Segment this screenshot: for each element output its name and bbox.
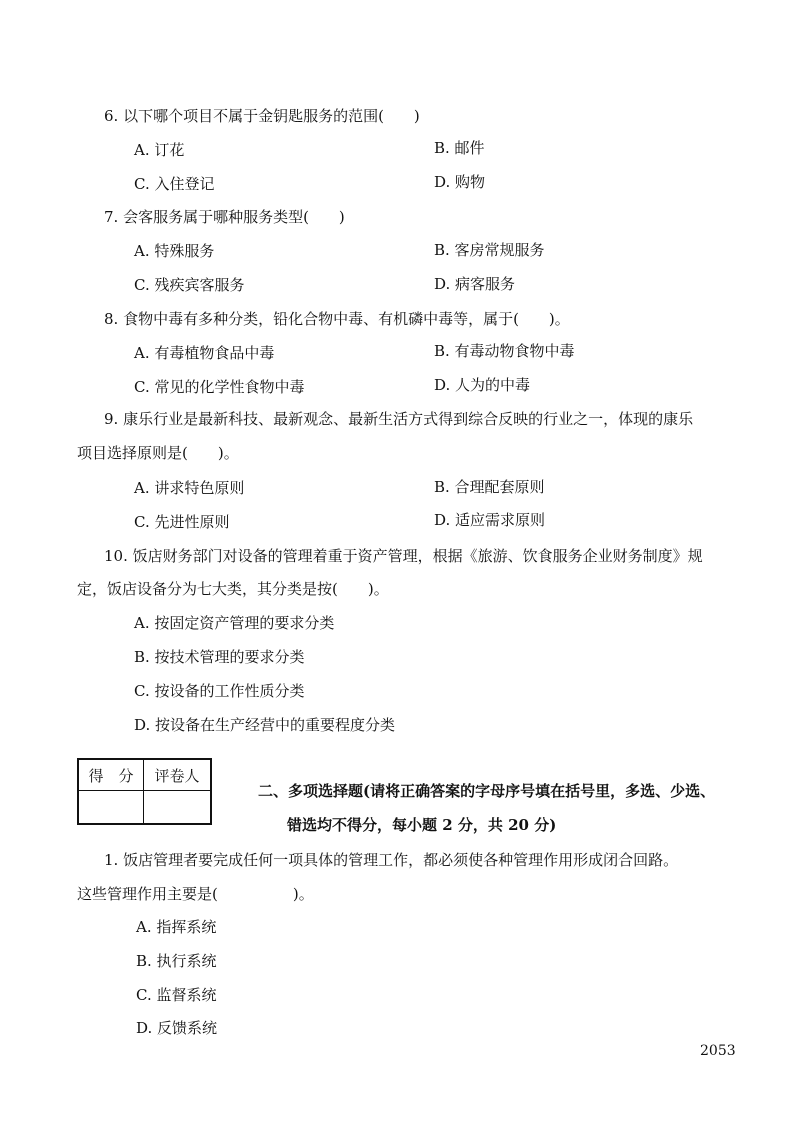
q8-stem: 8. 食物中毒有多种分类，铅化合物中毒、有机磷中毒等，属于( )。 [104, 310, 570, 328]
q10-stem-line2: 定，饭店设备分为七大类，其分类是按( )。 [77, 580, 389, 598]
q7-option-a: A. 特殊服务 [134, 242, 215, 260]
q10-option-d: D. 按设备在生产经营中的重要程度分类 [134, 716, 396, 734]
q9-option-a: A. 讲求特色原则 [134, 479, 245, 497]
q8-option-c: C. 常见的化学性食物中毒 [134, 378, 305, 396]
q7-stem: 7. 会客服务属于哪种服务类型( ) [104, 208, 345, 226]
q9-option-c: C. 先进性原则 [134, 513, 230, 531]
q6-stem: 6. 以下哪个项目不属于金钥匙服务的范围( ) [104, 107, 420, 125]
m1-option-c: C. 监督系统 [136, 986, 217, 1004]
m1-stem-line1: 1. 饭店管理者要完成任何一项具体的管理工作，都必须使各种管理作用形成闭合回路。 [104, 851, 679, 869]
q8-option-d: D. 人为的中毒 [434, 376, 531, 394]
q10-option-c: C. 按设备的工作性质分类 [134, 682, 305, 700]
q10-option-b: B. 按技术管理的要求分类 [134, 648, 305, 666]
q10-stem-line1: 10. 饭店财务部门对设备的管理着重于资产管理，根据《旅游、饮食服务企业财务制度》规 [104, 547, 703, 565]
score-table [77, 758, 212, 825]
q10-option-a: A. 按固定资产管理的要求分类 [134, 614, 335, 632]
q6-option-a: A. 订花 [134, 141, 185, 159]
score-cell [78, 791, 144, 825]
grader-header: 评卷人 [144, 759, 212, 791]
q9-option-d: D. 适应需求原则 [434, 511, 546, 529]
q7-option-c: C. 残疾宾客服务 [134, 276, 245, 294]
q6-option-b: B. 邮件 [434, 139, 485, 157]
m1-stem-line2: 这些管理作用主要是( )。 [77, 885, 314, 903]
section2-title-line2: 错选均不得分，每小题 2 分，共 20 分) [287, 816, 557, 834]
q7-option-d: D. 病客服务 [434, 275, 516, 293]
q9-option-b: B. 合理配套原则 [434, 478, 545, 496]
q6-option-d: D. 购物 [434, 173, 486, 191]
q8-option-b: B. 有毒动物食物中毒 [434, 342, 575, 360]
grader-cell [144, 791, 212, 825]
m1-option-b: B. 执行系统 [136, 952, 217, 970]
q6-option-c: C. 入住登记 [134, 175, 215, 193]
q7-option-b: B. 客房常规服务 [434, 241, 545, 259]
q8-option-a: A. 有毒植物食品中毒 [134, 344, 275, 362]
m1-option-a: A. 指挥系统 [136, 918, 217, 936]
page-number: 2053 [700, 1043, 736, 1059]
section2-title-line1: 二、多项选择题(请将正确答案的字母序号填在括号里，多选、少选、 [258, 782, 716, 800]
score-header: 得 分 [78, 759, 144, 791]
m1-option-d: D. 反馈系统 [136, 1019, 218, 1037]
q9-stem-line1: 9. 康乐行业是最新科技、最新观念、最新生活方式得到综合反映的行业之一，体现的康乐 [104, 410, 694, 428]
q9-stem-line2: 项目选择原则是( )。 [77, 444, 239, 462]
